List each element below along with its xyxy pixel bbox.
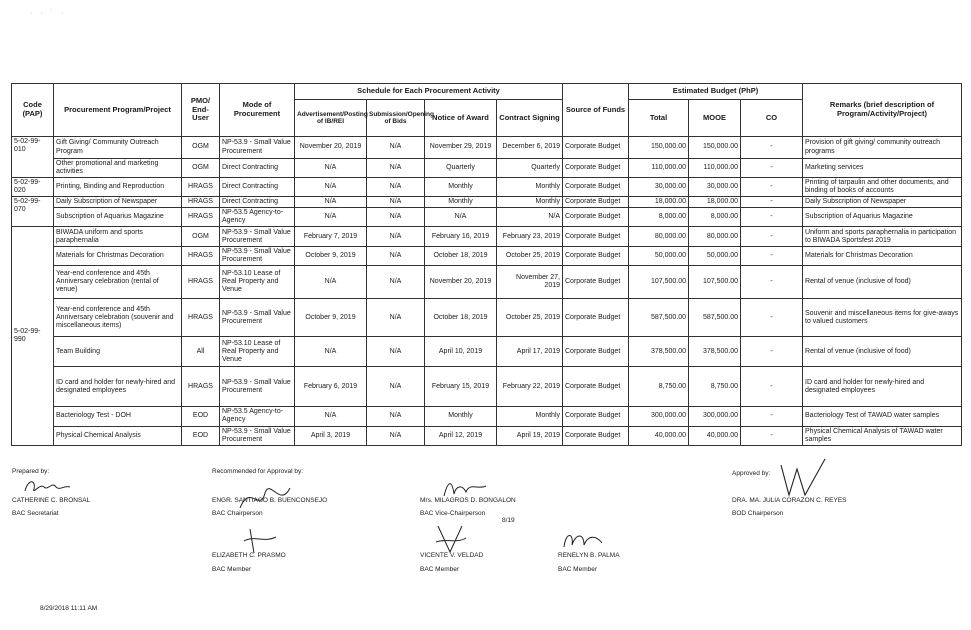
table-row bbox=[12, 407, 962, 426]
table-row bbox=[12, 227, 962, 247]
col-code: Code (PAP) bbox=[12, 84, 54, 137]
source-cell: Corporate Budget bbox=[563, 227, 629, 247]
notice-cell: Monthly bbox=[425, 407, 497, 426]
notice-cell: October 18, 2019 bbox=[425, 247, 497, 266]
table-row bbox=[12, 208, 962, 227]
mode-cell: NP-53.9 - Small Value Procurement bbox=[220, 247, 295, 266]
notice-cell: November 29, 2019 bbox=[425, 137, 497, 159]
col-pmo: PMO/ End-User bbox=[182, 84, 220, 137]
table-row bbox=[12, 266, 962, 299]
col-schedule: Schedule for Each Procurement Activity bbox=[295, 84, 563, 100]
preparer-name: CATHERINE C. BRONSAL bbox=[12, 497, 91, 504]
table-row bbox=[12, 367, 962, 407]
col-remarks: Remarks (brief description of Program/Activity/Project) bbox=[803, 84, 962, 137]
contract-cell: April 19, 2019 bbox=[497, 426, 563, 445]
sub-cell: N/A bbox=[367, 407, 425, 426]
remarks-cell: Provision of gift giving/ community outreach programs bbox=[803, 137, 962, 159]
source-cell: Corporate Budget bbox=[563, 197, 629, 208]
col-program: Procurement Program/Project bbox=[54, 84, 182, 137]
mooe-cell: 150,000.00 bbox=[689, 137, 741, 159]
table-row bbox=[12, 159, 962, 178]
table-row bbox=[12, 299, 962, 337]
mode-cell: NP-53.9 - Small Value Procurement bbox=[220, 299, 295, 337]
col-source: Source of Funds bbox=[563, 84, 629, 137]
adv-cell: November 20, 2019 bbox=[295, 137, 367, 159]
program-cell: Physical Chemical Analysis bbox=[54, 426, 182, 445]
procurement-plan-table bbox=[11, 83, 962, 446]
mooe-cell: 30,000.00 bbox=[689, 178, 741, 197]
co-cell: - bbox=[741, 227, 803, 247]
co-cell: - bbox=[741, 247, 803, 266]
col-mooe: MOOE bbox=[689, 100, 741, 137]
adv-cell: N/A bbox=[295, 197, 367, 208]
sub-cell: N/A bbox=[367, 337, 425, 367]
print-timestamp: 8/29/2018 11:11 AM bbox=[40, 605, 98, 612]
sub-cell: N/A bbox=[367, 137, 425, 159]
contract-cell: N/A bbox=[497, 208, 563, 227]
total-cell: 110,000.00 bbox=[629, 159, 689, 178]
co-cell: - bbox=[741, 208, 803, 227]
program-cell: Daily Subscription of Newspaper bbox=[54, 197, 182, 208]
preparer-role: BAC Secretariat bbox=[12, 510, 59, 517]
co-cell: - bbox=[741, 367, 803, 407]
source-cell: Corporate Budget bbox=[563, 426, 629, 445]
adv-cell: N/A bbox=[295, 159, 367, 178]
mooe-cell: 110,000.00 bbox=[689, 159, 741, 178]
total-cell: 107,500.00 bbox=[629, 266, 689, 299]
sub-cell: N/A bbox=[367, 178, 425, 197]
total-cell: 50,000.00 bbox=[629, 247, 689, 266]
col-notice: Notice of Award bbox=[425, 100, 497, 137]
approved-label: Approved by: bbox=[732, 470, 771, 477]
mooe-cell: 587,500.00 bbox=[689, 299, 741, 337]
recommender-4-name: VICENTE V. VELDAD bbox=[420, 552, 484, 559]
remarks-cell: Uniform and sports paraphernalia in participation to BIWADA Sportsfest 2019 bbox=[803, 227, 962, 247]
total-cell: 8,750.00 bbox=[629, 367, 689, 407]
mode-cell: Direct Contracting bbox=[220, 197, 295, 208]
contract-cell: Monthly bbox=[497, 407, 563, 426]
mode-cell: NP-53.5 Agency-to-Agency bbox=[220, 407, 295, 426]
code-cell: 5-02-99-070 bbox=[12, 197, 54, 227]
recommender-4-role: BAC Member bbox=[420, 566, 460, 573]
notice-cell: October 18, 2019 bbox=[425, 299, 497, 337]
mode-cell: NP-53.9 - Small Value Procurement bbox=[220, 426, 295, 445]
notice-cell: N/A bbox=[425, 208, 497, 227]
mooe-cell: 378,500.00 bbox=[689, 337, 741, 367]
mode-cell: Direct Contracting bbox=[220, 178, 295, 197]
total-cell: 18,000.00 bbox=[629, 197, 689, 208]
notice-cell: November 20, 2019 bbox=[425, 266, 497, 299]
pmo-cell: HRAGS bbox=[182, 208, 220, 227]
source-cell: Corporate Budget bbox=[563, 208, 629, 227]
adv-cell: April 3, 2019 bbox=[295, 426, 367, 445]
pmo-cell: HRAGS bbox=[182, 197, 220, 208]
signature-palma bbox=[560, 527, 606, 553]
co-cell: - bbox=[741, 178, 803, 197]
contract-cell: Monthly bbox=[497, 197, 563, 208]
co-cell: - bbox=[741, 426, 803, 445]
recommender-2-role: BAC Vice-Chairperson bbox=[420, 510, 486, 517]
mooe-cell: 18,000.00 bbox=[689, 197, 741, 208]
sub-cell: N/A bbox=[367, 367, 425, 407]
total-cell: 30,000.00 bbox=[629, 178, 689, 197]
signature-bronsal bbox=[22, 475, 72, 497]
contract-cell: October 25, 2019 bbox=[497, 299, 563, 337]
mode-cell: NP-53.5 Agency-to-Agency bbox=[220, 208, 295, 227]
remarks-cell: Marketing services bbox=[803, 159, 962, 178]
remarks-cell: Rental of venue (inclusive of food) bbox=[803, 337, 962, 367]
pmo-cell: EOD bbox=[182, 426, 220, 445]
source-cell: Corporate Budget bbox=[563, 178, 629, 197]
source-cell: Corporate Budget bbox=[563, 367, 629, 407]
remarks-cell: Physical Chemical Analysis of TAWAD water samples bbox=[803, 426, 962, 445]
sub-cell: N/A bbox=[367, 299, 425, 337]
col-sub: Submission/Opening of Bids bbox=[367, 100, 425, 137]
program-cell: Materials for Christmas Decoration bbox=[54, 247, 182, 266]
recommended-label: Recommended for Approval by: bbox=[212, 468, 304, 475]
table-row bbox=[12, 426, 962, 445]
sub-cell: N/A bbox=[367, 247, 425, 266]
code-cell: 5-02-99-990 bbox=[12, 227, 54, 445]
mooe-cell: 80,000.00 bbox=[689, 227, 741, 247]
signature-prasmo bbox=[240, 525, 280, 555]
notice-cell: Monthly bbox=[425, 178, 497, 197]
adv-cell: N/A bbox=[295, 266, 367, 299]
adv-cell: N/A bbox=[295, 337, 367, 367]
pmo-cell: EOD bbox=[182, 407, 220, 426]
approver-name: DRA. MA. JULIA CORAZON C. REYES bbox=[732, 497, 847, 504]
adv-cell: October 9, 2019 bbox=[295, 247, 367, 266]
remarks-cell: Printing of tarpaulin and other documents, and binding of books of accounts bbox=[803, 178, 962, 197]
pmo-cell: HRAGS bbox=[182, 247, 220, 266]
mode-cell: NP-53.9 - Small Value Procurement bbox=[220, 367, 295, 407]
total-cell: 40,000.00 bbox=[629, 426, 689, 445]
contract-cell: February 22, 2019 bbox=[497, 367, 563, 407]
recommender-2-name: Mrs. MILAGROS D. BONGALON bbox=[420, 497, 516, 504]
mode-cell: Direct Contracting bbox=[220, 159, 295, 178]
sub-cell: N/A bbox=[367, 197, 425, 208]
table-row bbox=[12, 137, 962, 159]
contract-cell: October 25, 2019 bbox=[497, 247, 563, 266]
adv-cell: October 9, 2019 bbox=[295, 299, 367, 337]
remarks-cell: Bacteriology Test of TAWAD water samples bbox=[803, 407, 962, 426]
mode-cell: NP-53.9 - Small Value Procurement bbox=[220, 137, 295, 159]
recommender-3-name: ELIZABETH C. PRASMO bbox=[212, 552, 286, 559]
recommender-3-role: BAC Member bbox=[212, 566, 252, 573]
col-adv: Advertisement/Posting of IB/REI bbox=[295, 100, 367, 137]
recommender-5-name: RENELYN B. PALMA bbox=[558, 552, 620, 559]
notice-cell: February 15, 2019 bbox=[425, 367, 497, 407]
total-cell: 8,000.00 bbox=[629, 208, 689, 227]
mooe-cell: 8,000.00 bbox=[689, 208, 741, 227]
program-cell: BIWADA uniform and sports paraphernalia bbox=[54, 227, 182, 247]
total-cell: 587,500.00 bbox=[629, 299, 689, 337]
adv-cell: N/A bbox=[295, 178, 367, 197]
mode-cell: NP-53.10 Lease of Real Property and Venue bbox=[220, 337, 295, 367]
remarks-cell: Daily Subscription of Newspaper bbox=[803, 197, 962, 208]
remarks-cell: Materials for Christmas Decoration bbox=[803, 247, 962, 266]
sub-cell: N/A bbox=[367, 227, 425, 247]
pmo-cell: HRAGS bbox=[182, 367, 220, 407]
program-cell: Subscription of Aquarius Magazine bbox=[54, 208, 182, 227]
prepared-label: Prepared by: bbox=[12, 468, 50, 475]
pmo-cell: All bbox=[182, 337, 220, 367]
program-cell: ID card and holder for newly-hired and designated employees bbox=[54, 367, 182, 407]
code-cell: 5-02-99-020 bbox=[12, 178, 54, 197]
mode-cell: NP-53.10 Lease of Real Property and Venue bbox=[220, 266, 295, 299]
contract-cell: December 6, 2019 bbox=[497, 137, 563, 159]
remarks-cell: ID card and holder for newly-hired and designated employees bbox=[803, 367, 962, 407]
notice-cell: Monthly bbox=[425, 197, 497, 208]
notice-cell: April 12, 2019 bbox=[425, 426, 497, 445]
source-cell: Corporate Budget bbox=[563, 299, 629, 337]
col-budget: Estimated Budget (PhP) bbox=[629, 84, 803, 100]
mooe-cell: 40,000.00 bbox=[689, 426, 741, 445]
mooe-cell: 107,500.00 bbox=[689, 266, 741, 299]
recommender-5-role: BAC Member bbox=[558, 566, 598, 573]
pmo-cell: OGM bbox=[182, 137, 220, 159]
program-cell: Year-end conference and 45th Anniversary celebration (rental of venue) bbox=[54, 266, 182, 299]
mooe-cell: 8,750.00 bbox=[689, 367, 741, 407]
table-row bbox=[12, 247, 962, 266]
approver-role: BOD Chairperson bbox=[732, 510, 784, 517]
co-cell: - bbox=[741, 337, 803, 367]
sub-cell: N/A bbox=[367, 426, 425, 445]
signature-veldad bbox=[430, 522, 470, 556]
sub-cell: N/A bbox=[367, 208, 425, 227]
pmo-cell: HRAGS bbox=[182, 178, 220, 197]
program-cell: Year-end conference and 45th Anniversary celebration (souvenir and miscellaneous items) bbox=[54, 299, 182, 337]
program-cell: Gift Giving/ Community Outreach Program bbox=[54, 137, 182, 159]
source-cell: Corporate Budget bbox=[563, 137, 629, 159]
col-contract: Contract Signing bbox=[497, 100, 563, 137]
pmo-cell: HRAGS bbox=[182, 299, 220, 337]
table-row bbox=[12, 337, 962, 367]
code-cell: 5-02-99-010 bbox=[12, 137, 54, 178]
program-cell: Bacteriology Test - DOH bbox=[54, 407, 182, 426]
source-cell: Corporate Budget bbox=[563, 266, 629, 299]
total-cell: 378,500.00 bbox=[629, 337, 689, 367]
co-cell: - bbox=[741, 266, 803, 299]
pmo-cell: OGM bbox=[182, 159, 220, 178]
contract-cell: November 27, 2019 bbox=[497, 266, 563, 299]
table-row bbox=[12, 178, 962, 197]
notice-cell: February 16, 2019 bbox=[425, 227, 497, 247]
notice-cell: April 10, 2019 bbox=[425, 337, 497, 367]
table-row bbox=[12, 197, 962, 208]
source-cell: Corporate Budget bbox=[563, 159, 629, 178]
col-co: CO bbox=[741, 100, 803, 137]
program-cell: Other promotional and marketing activities bbox=[54, 159, 182, 178]
pmo-cell: OGM bbox=[182, 227, 220, 247]
source-cell: Corporate Budget bbox=[563, 247, 629, 266]
contract-cell: Quarterly bbox=[497, 159, 563, 178]
contract-cell: February 23, 2019 bbox=[497, 227, 563, 247]
recommender-1-role: BAC Chairperson bbox=[212, 510, 263, 517]
recommender-1-name: ENGR. SANTIAGO B. BUENCONSEJO bbox=[212, 497, 328, 504]
source-cell: Corporate Budget bbox=[563, 337, 629, 367]
notice-cell: Quarterly bbox=[425, 159, 497, 178]
col-total: Total bbox=[629, 100, 689, 137]
source-cell: Corporate Budget bbox=[563, 407, 629, 426]
adv-cell: N/A bbox=[295, 208, 367, 227]
total-cell: 300,000.00 bbox=[629, 407, 689, 426]
mode-cell: NP-53.9 - Small Value Procurement bbox=[220, 227, 295, 247]
co-cell: - bbox=[741, 137, 803, 159]
remarks-cell: Rental of venue (inclusive of food) bbox=[803, 266, 962, 299]
adv-cell: February 6, 2019 bbox=[295, 367, 367, 407]
scan-speckles: · · ˙ · bbox=[30, 10, 67, 17]
col-mode: Mode of Procurement bbox=[220, 84, 295, 137]
co-cell: - bbox=[741, 159, 803, 178]
mooe-cell: 300,000.00 bbox=[689, 407, 741, 426]
co-cell: - bbox=[741, 407, 803, 426]
remarks-cell: Subscription of Aquarius Magazine bbox=[803, 208, 962, 227]
co-cell: - bbox=[741, 299, 803, 337]
sub-cell: N/A bbox=[367, 266, 425, 299]
co-cell: - bbox=[741, 197, 803, 208]
total-cell: 80,000.00 bbox=[629, 227, 689, 247]
mooe-cell: 50,000.00 bbox=[689, 247, 741, 266]
program-cell: Printing, Binding and Reproduction bbox=[54, 178, 182, 197]
adv-cell: February 7, 2019 bbox=[295, 227, 367, 247]
total-cell: 150,000.00 bbox=[629, 137, 689, 159]
sub-cell: N/A bbox=[367, 159, 425, 178]
contract-cell: April 17, 2019 bbox=[497, 337, 563, 367]
adv-cell: N/A bbox=[295, 407, 367, 426]
pmo-cell: HRAGS bbox=[182, 266, 220, 299]
remarks-cell: Souvenir and miscellaneous items for give-aways to valued customers bbox=[803, 299, 962, 337]
contract-cell: Monthly bbox=[497, 178, 563, 197]
signature-reyes bbox=[775, 455, 835, 500]
program-cell: Team Building bbox=[54, 337, 182, 367]
recommender-2-note: 8/19 bbox=[502, 517, 515, 524]
